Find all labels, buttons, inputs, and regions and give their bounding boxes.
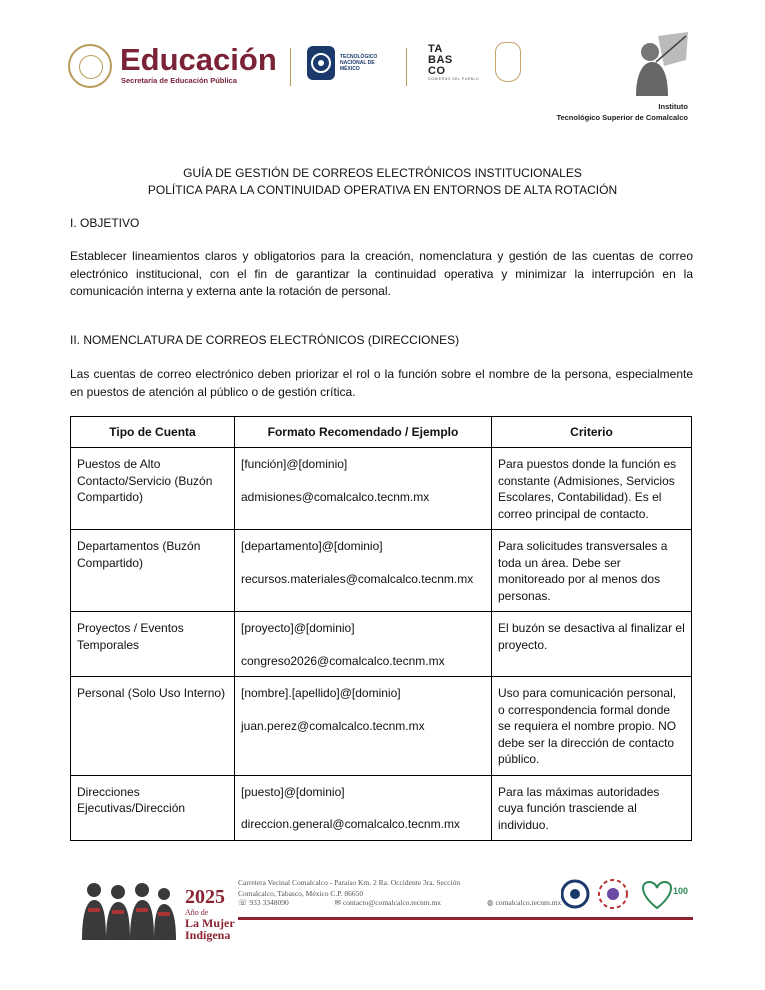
cell-criterio: Uso para comunicación personal, o correspondencia formal donde se requiera el nombre propio. NO debe ser la dirección de contacto público. <box>492 677 692 776</box>
section-paragraph: Establecer lineamientos claros y obligatorios para la creación, nomenclatura y gestión de las cuentas de correo electrónico institucional, con el fin de garantizar la continuidad operativa y minimizar la interrupción en la comunicación interna y externa ante la rotación de personal. <box>70 249 693 298</box>
tabasco-sub: GOBIERNO DEL PUEBLO <box>428 77 480 81</box>
mail-icon: ✉ <box>334 898 341 907</box>
tabasco-line: BAS <box>428 54 453 66</box>
document-title <box>70 165 695 199</box>
email-text: contacto@comalcalco.tecnm.mx <box>342 898 442 907</box>
cell-tipo: Personal (Solo Uso Interno) <box>71 677 235 776</box>
cell-criterio: El buzón se desactiva al finalizar el proyecto. <box>492 612 692 677</box>
cell-tipo: Direcciones Ejecutivas/Dirección <box>71 775 235 841</box>
format-pattern: [proyecto]@[dominio] <box>241 621 355 635</box>
table-row <box>71 612 692 677</box>
cell-tipo: Proyectos / Eventos Temporales <box>71 612 235 677</box>
institute-line: Instituto <box>658 102 688 111</box>
tecnm-logo-icon <box>307 46 335 80</box>
section-paragraph: Las cuentas de correo electrónico deben priorizar el rol o la función sobre el nombre de la persona, especialmente en puestos de atención al público o de gestión crítica. <box>70 367 693 399</box>
tabasco-line: CO <box>428 65 446 77</box>
address-line: Comalcalco, Tabasco, México C.P. 86650 <box>238 889 364 898</box>
year-sub-line: Año de <box>185 908 209 917</box>
mexico-seal-icon <box>68 44 112 88</box>
tabasco-line: TA <box>428 43 443 55</box>
table-row <box>71 530 692 612</box>
letterhead <box>68 38 698 128</box>
tabasco-logo <box>428 44 479 82</box>
format-pattern: [función]@[dominio] <box>241 457 348 471</box>
format-pattern: [departamento]@[dominio] <box>241 539 383 553</box>
section-heading: I. OBJETIVO <box>70 216 140 230</box>
column-header: Formato Recomendado / Ejemplo <box>235 417 492 448</box>
cell-tipo: Puestos de Alto Contacto/Servicio (Buzón Compartido) <box>71 448 235 530</box>
sep-brand: Educación <box>120 42 277 77</box>
footer-partner-logos-icon <box>561 876 701 914</box>
section-heading: II. NOMENCLATURA DE CORREOS ELECTRÓNICOS (DIRECCIONES) <box>70 333 460 347</box>
year-title: 2025 <box>185 886 225 908</box>
format-pattern: [nombre].[apellido]@[dominio] <box>241 686 401 700</box>
year-sub-line: Indígena <box>185 928 231 942</box>
cell-tipo: Departamentos (Buzón Compartido) <box>71 530 235 612</box>
footer <box>78 870 698 945</box>
tabasco-crest-icon <box>495 42 521 82</box>
cell-criterio: Para puestos donde la función es constante (Admisiones, Servicios Escolares, Contabilidad). Es el correo principal de contacto. <box>492 448 692 530</box>
cell-formato <box>235 448 492 530</box>
institute-line: Tecnológico Superior de Comalcalco <box>556 113 688 122</box>
year-sub-line: La Mujer <box>185 916 235 930</box>
cell-formato <box>235 677 492 776</box>
email-example: recursos.materiales@comalcalco.tecnm.mx <box>241 571 474 586</box>
phone-item <box>238 898 311 907</box>
email-example: direccion.general@comalcalco.tecnm.mx <box>241 817 460 831</box>
svg-text:100: 100 <box>673 886 689 896</box>
email-nomenclature-table <box>70 416 692 841</box>
cell-criterio: Para solicitudes transversales a toda un área. Debe ser monitoreado por al menos dos personas. <box>492 530 692 612</box>
phone-icon: ☏ <box>238 898 248 907</box>
table-header-row <box>71 417 692 448</box>
globe-icon: ◍ <box>486 898 494 907</box>
title-line: GUÍA DE GESTIÓN DE CORREOS ELECTRÓNICOS INSTITUCIONALES <box>183 166 582 180</box>
header-divider <box>406 48 407 86</box>
contact-info <box>238 898 605 907</box>
cell-criterio: Para las máximas autoridades cuya función trasciende al individuo. <box>492 775 692 841</box>
web-text: comalcalco.tecnm.mx <box>495 898 562 907</box>
column-header: Criterio <box>492 417 692 448</box>
tecnm-logo-text: TECNOLÓGICO NACIONAL DE MÉXICO <box>340 54 378 72</box>
cell-formato <box>235 530 492 612</box>
column-header: Tipo de Cuenta <box>71 417 235 448</box>
header-divider <box>290 48 291 86</box>
email-example: congreso2026@comalcalco.tecnm.mx <box>241 653 445 668</box>
format-pattern: [puesto]@[dominio] <box>241 784 345 799</box>
email-item <box>335 898 463 907</box>
institute-name <box>556 101 688 123</box>
sep-brand-sub: Secretaría de Educación Pública <box>121 76 237 85</box>
email-example: admisiones@comalcalco.tecnm.mx <box>241 489 430 504</box>
title-line: POLÍTICA PARA LA CONTINUIDAD OPERATIVA EN ENTORNOS DE ALTA ROTACIÓN <box>147 183 618 197</box>
table-row <box>71 775 692 841</box>
indigenous-women-illustration-icon <box>78 878 178 940</box>
address <box>238 877 460 899</box>
itsc-heroine-flag-icon <box>628 32 690 96</box>
cell-formato <box>235 775 492 841</box>
table-row <box>71 677 692 776</box>
cell-formato <box>235 612 492 677</box>
year-subtitle <box>185 908 255 941</box>
address-line: Carretera Vecinal Comalcalco - Paraíso Km. 2 Ra. Occidente 3ra. Sección <box>238 878 461 887</box>
footer-accent-bar <box>238 917 693 920</box>
phone-text: 933 3348090 <box>249 898 289 907</box>
email-example: juan.perez@comalcalco.tecnm.mx <box>241 718 425 733</box>
table-row <box>71 448 692 530</box>
